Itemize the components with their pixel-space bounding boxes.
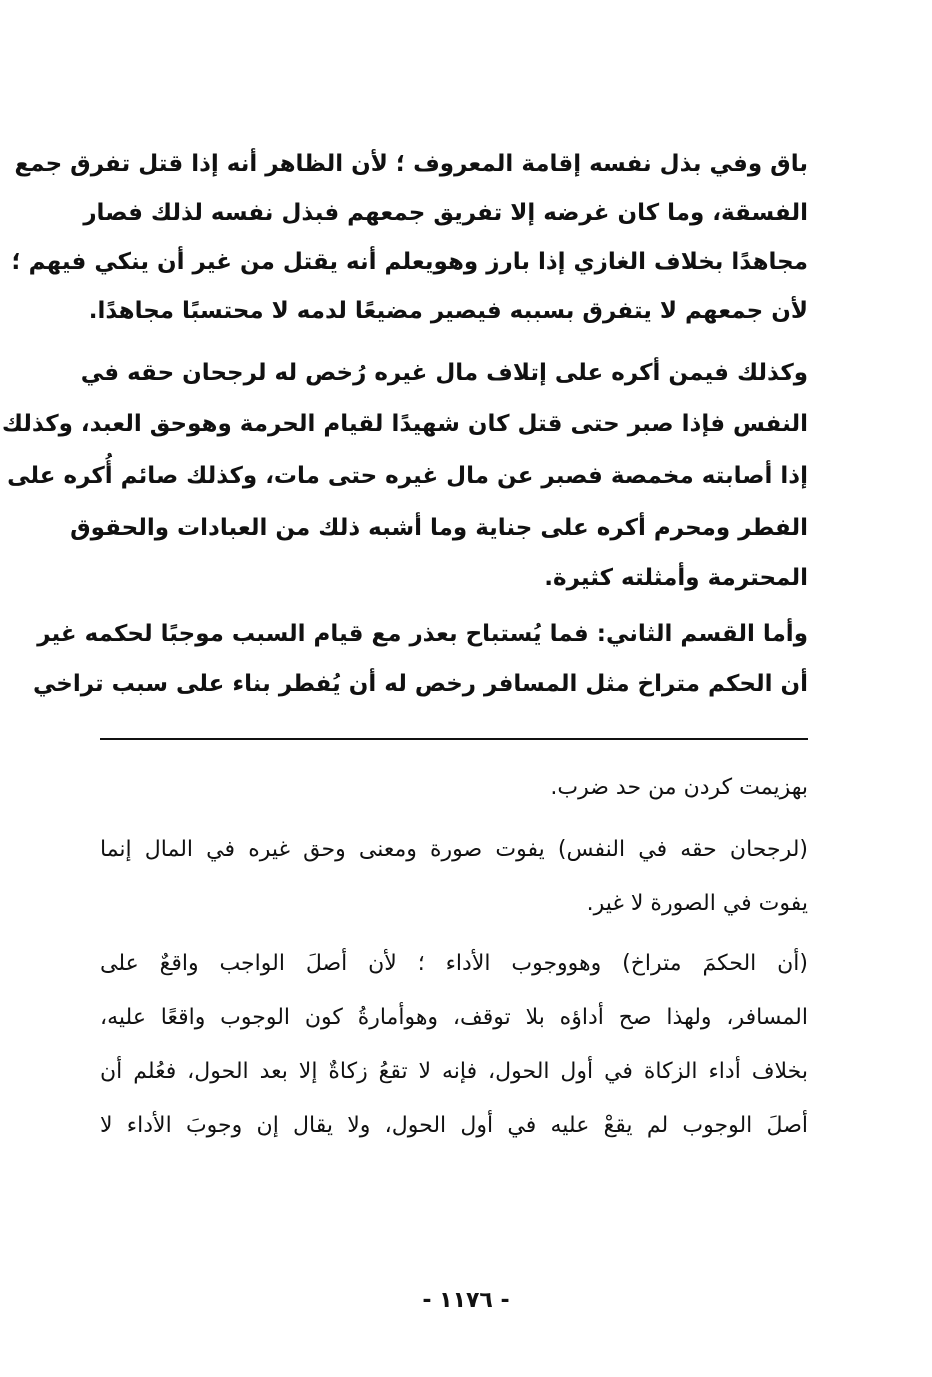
main-paragraph-2-line-5: المحترمة وأمثلته كثيرة. (544, 565, 808, 591)
main-paragraph-2-line-2: النفس فإذا صبر حتى قتل كان شهيدًا لقيام الحرمة وهوحق العبد، وكذلك (1, 411, 808, 437)
main-paragraph-1-line-2: الفسقة، وما كان غرضه إلا تفريق جمعهم فبذل نفسه لذلك فصار (83, 200, 808, 226)
footnote-2-line-2: يفوت في الصورة لا غير. (586, 891, 808, 916)
footnote-3-line-4: أصلَ الوجوب لم يقعْ عليه في أول الحول، ولا يقال إن وجوبَ الأداء لا (100, 1113, 808, 1138)
main-paragraph-2-line-1: وكذلك فيمن أكره على إتلاف مال غيره رُخص له لرجحان حقه في (80, 360, 808, 386)
footnote-1-line-1: بهزيمت كردن من حد ضرب. (550, 775, 808, 800)
footnote-divider (100, 738, 808, 740)
main-paragraph-1-line-1: باق وفي بذل نفسه إقامة المعروف ؛ لأن الظاهر أنه إذا قتل تفرق جمع (14, 151, 808, 177)
main-paragraph-1-line-4: لأن جمعهم لا يتفرق بسببه فيصير مضيعًا لدمه لا محتسبًا مجاهدًا. (88, 298, 808, 324)
main-paragraph-3-line-1: وأما القسم الثاني: فما يُستباح بعذر مع قيام السبب موجبًا لحكمه غير (37, 621, 808, 647)
footnote-3-line-1: (أن الحكمَ متراخ) وهووجوب الأداء ؛ لأن أصلَ الواجب واقعٌ على (100, 951, 808, 976)
main-paragraph-1-line-3: مجاهدًا بخلاف الغازي إذا بارز وهويعلم أنه يقتل من غير أن ينكي فيهم ؛ (11, 249, 808, 275)
main-paragraph-3-line-2: أن الحكم متراخ مثل المسافر رخص له أن يُفطر بناء على سبب تراخي (32, 671, 808, 697)
main-paragraph-2-line-3: إذا أصابته مخمصة فصبر عن مال غيره حتى مات، وكذلك صائم أُكره على (7, 463, 808, 489)
footnote-3-line-3: بخلاف أداء الزكاة في أول الحول، فإنه لا تقعُ زكاةٌ إلا بعد الحول، فعُلم أن (100, 1059, 808, 1084)
page-number: - ١١٧٦ - (422, 1288, 510, 1313)
footnote-3-line-2: المسافر، ولهذا صح أداؤه بلا توقف، وهوأمارةُ كون الوجوب واقعًا عليه، (100, 1005, 808, 1030)
footnote-2-line-1: (لرجحان حقه في النفس) يفوت صورة ومعنى وحق غيره في المال إنما (100, 837, 808, 862)
main-paragraph-2-line-4: الفطر ومحرم أكره على جناية وما أشبه ذلك من العبادات والحقوق (70, 515, 808, 541)
